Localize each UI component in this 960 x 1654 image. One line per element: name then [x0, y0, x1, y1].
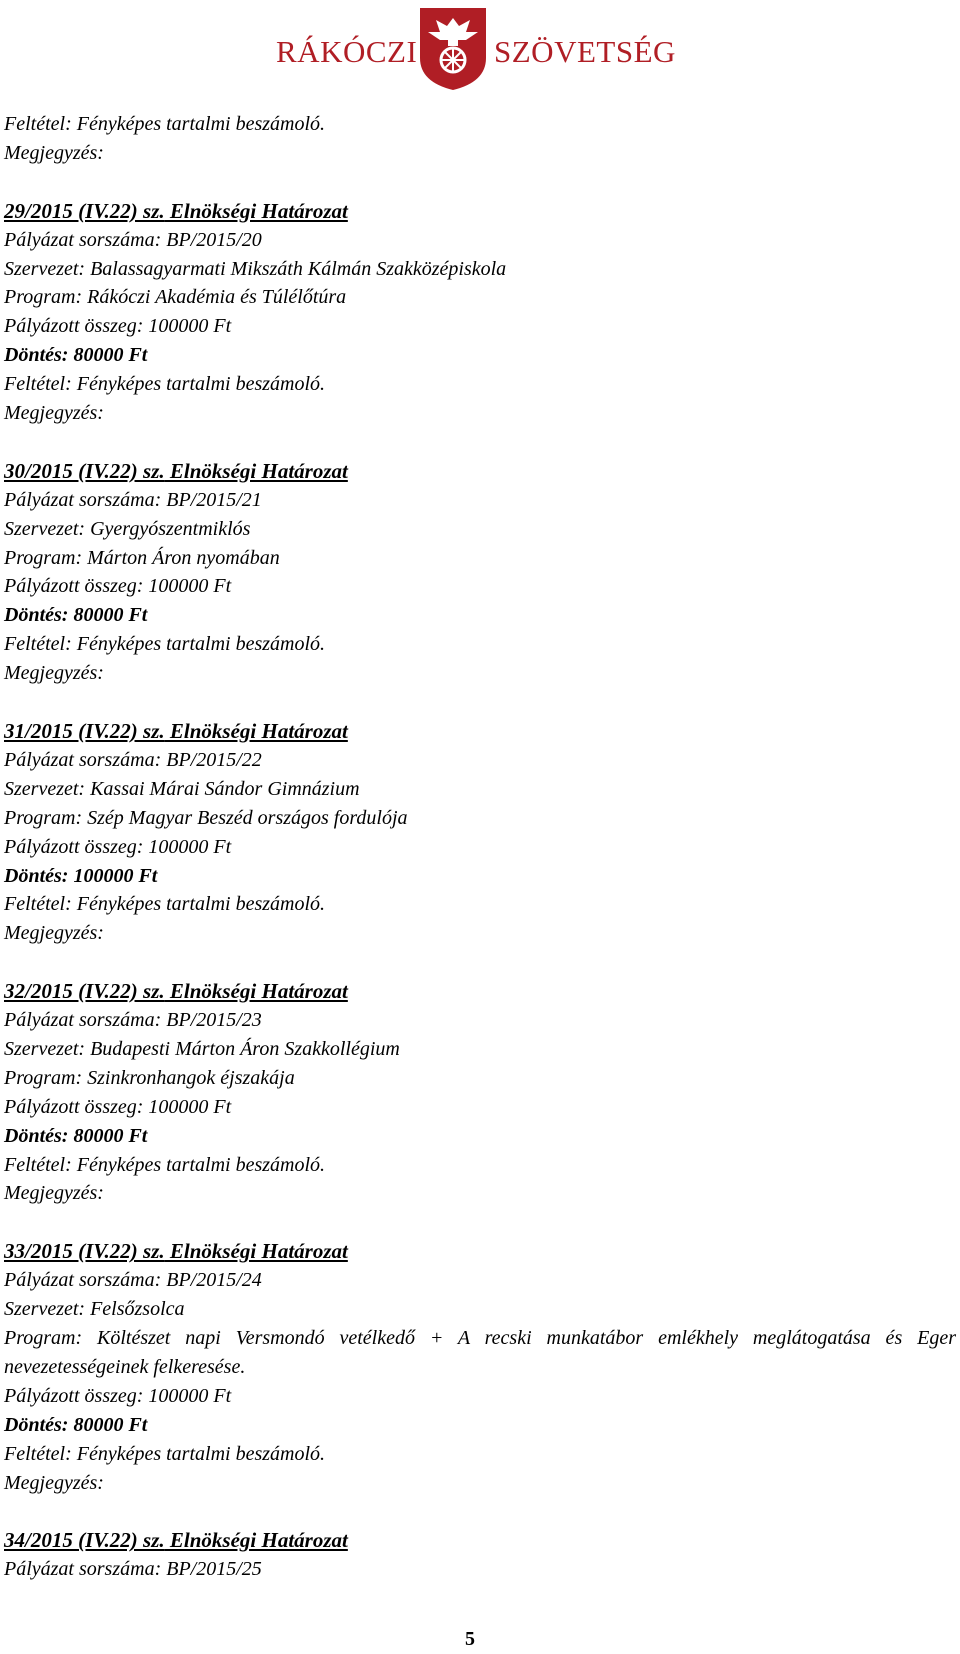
condition: Feltétel: Fényképes tartalmi beszámoló. [4, 893, 326, 916]
resolution-33 [4, 1237, 956, 1497]
page-header [0, 6, 960, 96]
resolution-30 [4, 457, 956, 688]
requested-amount: Pályázott összeg: 100000 Ft [4, 575, 232, 598]
requested-amount: Pályázott összeg: 100000 Ft [4, 835, 232, 858]
program: Program: Költészet napi Versmondó vetélkedő + A recski munkatábor emlékhely meglátogatása és Eger nevezetességeinek felkeresése. [4, 1326, 956, 1378]
organization: Szervezet: Budapesti Márton Áron Szakkollégium [4, 1037, 400, 1060]
condition: Feltétel: Fényképes tartalmi beszámoló. [4, 633, 326, 656]
program: Program: Rákóczi Akadémia és Túlélőtúra [4, 286, 347, 309]
document-body [4, 110, 956, 1584]
intro-note: Megjegyzés: [4, 141, 104, 164]
intro-condition: Feltétel: Fényképes tartalmi beszámoló. [4, 113, 326, 135]
application-number: Pályázat sorszáma: BP/2015/21 [4, 488, 262, 511]
organization: Szervezet: Kassai Márai Sándor Gimnázium [4, 777, 360, 800]
organization: Szervezet: Balassagyarmati Mikszáth Kálmán Szakközépiskola [4, 257, 507, 280]
decision: Döntés: 80000 Ft [4, 604, 148, 627]
note: Megjegyzés: [4, 1182, 104, 1205]
brand-name-left: RÁKÓCZI [276, 34, 418, 69]
resolution-31 [4, 717, 956, 948]
decision: Döntés: 80000 Ft [4, 1413, 148, 1436]
resolution-heading: 30/2015 (IV.22) sz. Elnökségi Határozat [4, 458, 348, 483]
decision: Döntés: 100000 Ft [4, 864, 158, 887]
page-number: 5 [465, 1628, 475, 1650]
application-number: Pályázat sorszáma: BP/2015/24 [4, 1269, 262, 1292]
organization: Szervezet: Felsőzsolca [4, 1298, 185, 1321]
decision: Döntés: 80000 Ft [4, 344, 148, 367]
note: Megjegyzés: [4, 662, 104, 685]
requested-amount: Pályázott összeg: 100000 Ft [4, 1384, 232, 1407]
condition: Feltétel: Fényképes tartalmi beszámoló. [4, 1153, 326, 1176]
condition: Feltétel: Fényképes tartalmi beszámoló. [4, 1442, 326, 1465]
requested-amount: Pályázott összeg: 100000 Ft [4, 315, 232, 338]
brand-name-right: SZÖVETSÉG [494, 34, 676, 69]
turul-shield-icon [418, 6, 488, 92]
note: Megjegyzés: [4, 1471, 104, 1494]
note: Megjegyzés: [4, 402, 104, 425]
condition: Feltétel: Fényképes tartalmi beszámoló. [4, 373, 326, 396]
program: Program: Márton Áron nyomában [4, 546, 280, 569]
decision: Döntés: 80000 Ft [4, 1124, 148, 1147]
application-number: Pályázat sorszáma: BP/2015/25 [4, 1558, 262, 1581]
resolution-32 [4, 977, 956, 1208]
resolution-heading: 29/2015 (IV.22) sz. Elnökségi Határozat [4, 198, 348, 223]
requested-amount: Pályázott összeg: 100000 Ft [4, 1095, 232, 1118]
program: Program: Szinkronhangok éjszakája [4, 1066, 295, 1089]
resolution-29 [4, 197, 956, 428]
application-number: Pályázat sorszáma: BP/2015/22 [4, 748, 262, 771]
resolution-heading: 31/2015 (IV.22) sz. Elnökségi Határozat [4, 718, 348, 743]
application-number: Pályázat sorszáma: BP/2015/23 [4, 1009, 262, 1032]
program: Program: Szép Magyar Beszéd országos fordulója [4, 806, 408, 829]
resolution-heading: 33/2015 (IV.22) sz. Elnökségi Határozat [4, 1239, 348, 1264]
organization: Szervezet: Gyergyószentmiklós [4, 517, 251, 540]
resolution-heading: 32/2015 (IV.22) sz. Elnökségi Határozat [4, 979, 348, 1004]
resolution-34 [4, 1526, 956, 1584]
resolution-heading: 34/2015 (IV.22) sz. Elnökségi Határozat [4, 1528, 348, 1553]
note: Megjegyzés: [4, 922, 104, 945]
application-number: Pályázat sorszáma: BP/2015/20 [4, 228, 262, 251]
